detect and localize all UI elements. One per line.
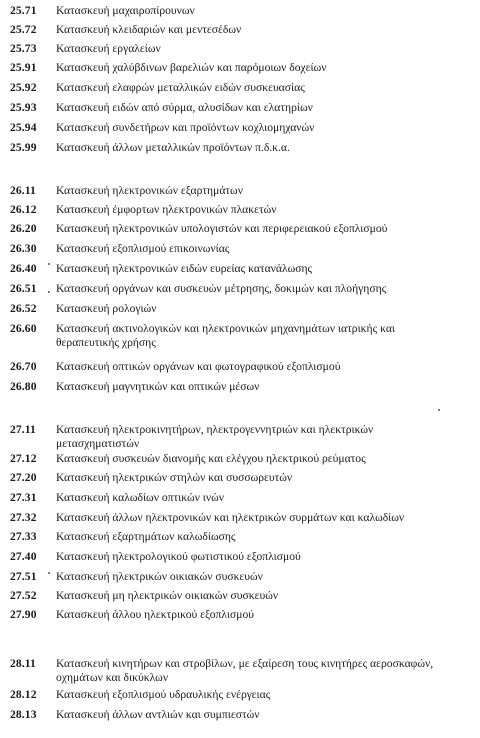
description-line: Κατασκευή εξοπλισμού υδραυλικής ενέργειας [56,688,271,701]
description-line: Κατασκευή άλλων μεταλλικών προϊόντων π.δ.κ.α. [56,141,290,154]
description-line: Κατασκευή ακτινολογικών και ηλεκτρονικών μηχανημάτων ιατρικής και [56,322,396,335]
activity-description [56,380,472,394]
activity-description [56,360,472,374]
description-line: Κατασκευή χαλύβδινων βαρελιών και παρόμοιων δοχείων [56,61,327,74]
activity-code: 27.12 [10,452,37,465]
description-line: Κατασκευή καλωδίων οπτικών ινών [56,491,225,504]
description-line: Κατασκευή μαχαιροπίρουνων [56,4,195,17]
activity-code: 25.73 [10,42,37,55]
description-line: Κατασκευή εργαλείων [56,42,161,55]
activity-description [56,242,472,256]
activity-code: 25.92 [10,81,37,94]
activity-description [56,530,472,544]
description-line: Κατασκευή ηλεκτρονικών εξαρτημάτων [56,184,243,197]
activity-description [56,101,472,115]
activity-description [56,423,472,451]
activity-description [56,570,472,584]
description-line: Κατασκευή άλλων ηλεκτρονικών και ηλεκτρικών συρμάτων και καλωδίων [56,511,405,524]
activity-code: 26.80 [10,380,37,393]
activity-description [56,302,472,316]
activity-description [56,282,472,296]
activity-code: 25.99 [10,141,37,154]
activity-code: 27.90 [10,608,37,621]
activity-code: 26.12 [10,203,37,216]
description-line: Κατασκευή ειδών από σύρμα, αλυσίδων και ελατηρίων [56,101,313,114]
description-line: Κατασκευή ρολογιών [56,302,157,315]
activity-description [56,491,472,505]
activity-code: 27.32 [10,511,37,524]
description-line-continued: θεραπευτικής χρήσης [56,336,156,349]
activity-code: 26.52 [10,302,37,315]
activity-description [56,511,472,525]
activity-code: 25.91 [10,61,37,74]
description-line: Κατασκευή εξοπλισμού επικοινωνίας [56,242,230,255]
scan-speck [48,572,50,574]
activity-description [56,203,472,217]
activity-description [56,222,472,236]
description-line: Κατασκευή ηλεκτρονικών ειδών ευρείας κατανάλωσης [56,262,313,275]
activity-code: 27.11 [10,423,36,436]
activity-code: 25.93 [10,101,37,114]
description-line: Κατασκευή συνδετήρων και προϊόντων κοχλιομηχανών [56,121,315,134]
activity-description [56,657,472,685]
description-line-continued: μετασχηματιστών [56,437,140,450]
activity-code: 25.94 [10,121,37,134]
description-line: Κατασκευή ηλεκτρικών στηλών και συσσωρευτών [56,471,293,484]
activity-description [56,322,472,350]
description-line: Κατασκευή ηλεκτρονικών υπολογιστών και περιφερειακού εξοπλισμού [56,222,388,235]
activity-code: 27.31 [10,491,37,504]
activity-code: 26.60 [10,322,37,335]
description-line: Κατασκευή οπτικών οργάνων και φωτογραφικού εξοπλισμού [56,360,341,373]
description-line: Κατασκευή μη ηλεκτρικών οικιακών συσκευών [56,589,279,602]
description-line: Κατασκευή ηλεκτροκινητήρων, ηλεκτρογεννητριών και ηλεκτρικών [56,423,374,436]
description-line: Κατασκευή οργάνων και συσκευών μέτρησης, δοκιμών και πλοήγησης [56,282,387,295]
description-line: Κατασκευή άλλου ηλεκτρικού εξοπλισμού [56,608,255,621]
description-line: Κατασκευή συσκευών διανομής και ελέγχου ηλεκτρικού ρεύματος [56,452,366,465]
activity-description [56,61,472,75]
activity-description [56,121,472,135]
activity-description [56,42,472,56]
activity-code: 28.13 [10,708,37,721]
activity-description [56,471,472,485]
activity-code: 26.51 [10,282,37,295]
activity-code: 26.11 [10,184,36,197]
activity-code: 28.11 [10,657,36,670]
description-line: Κατασκευή έμφορτων ηλεκτρονικών πλακετών [56,203,277,216]
description-line: Κατασκευή κλειδαριών και μεντεσέδων [56,23,242,36]
description-line: Κατασκευή κινητήρων και στροβίλων, με εξαίρεση τους κινητήρες αεροσκαφών, [56,657,434,670]
activity-code: 25.71 [10,4,37,17]
activity-code: 27.40 [10,550,37,563]
activity-description [56,4,472,18]
activity-description [56,141,472,155]
scan-speck [48,263,50,265]
scan-speck [48,291,50,293]
activity-description [56,23,472,37]
activity-description [56,589,472,603]
activity-description [56,688,472,702]
activity-code: 27.33 [10,530,37,543]
activity-code: 25.72 [10,23,37,36]
description-line: Κατασκευή ηλεκτρολογικού φωτιστικού εξοπλισμού [56,550,301,563]
description-line: Κατασκευή ελαφρών μεταλλικών ειδών συσκευασίας [56,81,305,94]
activity-code: 27.51 [10,570,37,583]
activity-description [56,184,472,198]
activity-description [56,81,472,95]
activity-code: 27.20 [10,471,37,484]
description-line: Κατασκευή εξαρτημάτων καλωδίωσης [56,530,236,543]
activity-description [56,262,472,276]
activity-code: 27.52 [10,589,37,602]
description-line: Κατασκευή ηλεκτρικών οικιακών συσκευών [56,570,263,583]
activity-code: 26.20 [10,222,37,235]
scan-speck [438,409,440,411]
activity-code: 28.12 [10,688,37,701]
activity-description [56,452,472,466]
description-line: Κατασκευή άλλων αντλιών και συμπιεστών [56,708,260,721]
activity-code: 26.30 [10,242,37,255]
activity-description [56,708,472,722]
activity-code: 26.40 [10,262,37,275]
activity-code: 26.70 [10,360,37,373]
description-line-continued: οχημάτων και δικύκλων [56,671,169,684]
description-line: Κατασκευή μαγνητικών και οπτικών μέσων [56,380,260,393]
activity-description [56,550,472,564]
activity-description [56,608,472,622]
